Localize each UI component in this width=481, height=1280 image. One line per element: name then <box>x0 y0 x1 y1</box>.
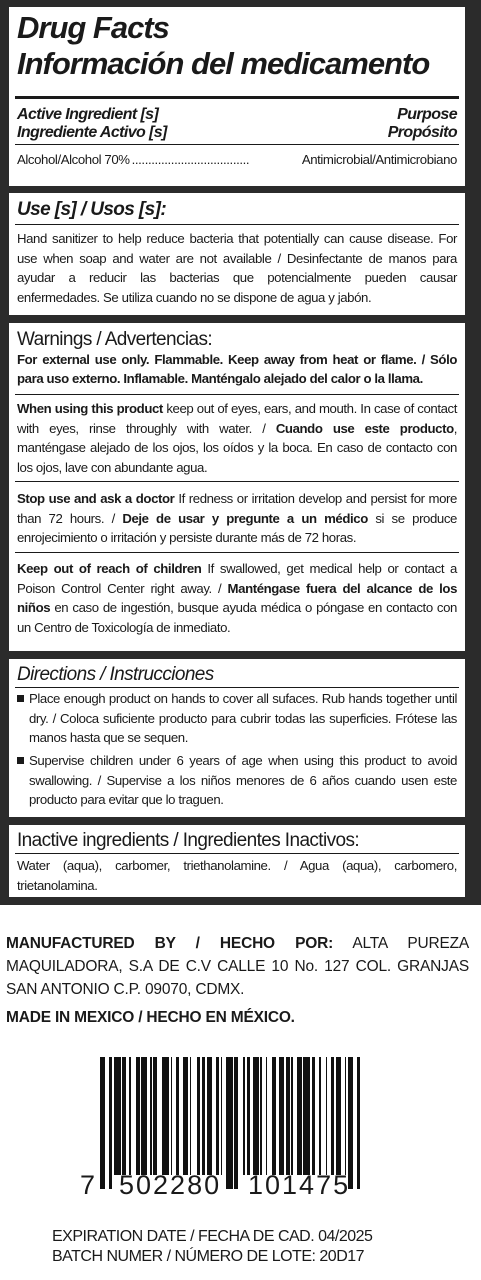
barcode-bar <box>291 1057 293 1175</box>
uses-text: Hand sanitizer to help reduce bacteria that potentially can cause disease. For use when soap and water are not available / Desinfectante de manos para ayudar a reducir las bacterias que potencialmente pueden causar enfermedades. Se utiliza cuando no se dispone de agua y jabón. <box>17 231 457 305</box>
title-line-2: Información del medicamento <box>17 46 430 81</box>
barcode-bar <box>153 1057 156 1175</box>
barcode-bar <box>253 1057 258 1175</box>
divider <box>15 144 459 145</box>
warnings-external-use: For external use only. Flammable. Keep away from heat or flame. / Sólo para uso externo. Inflamable. Manténgalo alejado del calor o la llama. <box>17 352 457 386</box>
barcode-bar <box>279 1057 284 1175</box>
barcode-bar <box>197 1057 200 1175</box>
stop-use-lead-es: Deje de usar y pregunte a un médico <box>122 510 368 526</box>
active-ingredient-row <box>17 151 457 169</box>
barcode-bar <box>260 1057 262 1175</box>
when-using-lead: When using this product <box>17 401 163 416</box>
uses-box <box>9 193 465 315</box>
manufacturer-address: ALTA PUREZA MAQUILADORA, S.A DE C.V CALLE 10 No. 127 COL. GRANJAS SAN ANTONIO C.P. 09070, CDMX. <box>6 935 469 998</box>
barcode-bar <box>286 1057 289 1175</box>
batch-number: BATCH NUMER / NÚMERO DE LOTE: 20D17 <box>52 1248 365 1265</box>
when-using-text-es: , manténgase alejado de los ojos, los oídos y la boca. En caso de contacto con los ojos, lave con abundante agua. <box>17 420 457 475</box>
drug-facts-header-box <box>9 7 465 186</box>
stop-use-text-es: si se produce enrojecimiento o irritación y persiste durante más de 72 horas. <box>17 510 457 545</box>
barcode-bar <box>266 1057 268 1175</box>
barcode-bar <box>162 1057 169 1175</box>
barcode-bar <box>234 1057 237 1189</box>
barcode-bar <box>357 1057 360 1189</box>
barcode-bar <box>136 1057 139 1175</box>
divider <box>15 481 459 482</box>
warnings-header: Warnings / Advertencias: <box>17 329 213 350</box>
keep-out-text: If swallowed, get medical help or contact a Poison Control Center right away. / <box>17 561 457 596</box>
barcode-bar <box>226 1057 233 1189</box>
active-ingredient-header: Active Ingredient [s] <box>17 106 159 123</box>
leader-dots: .................................... <box>131 152 250 167</box>
directions-header: Directions / Instrucciones <box>17 664 214 685</box>
barcode-digits-group-1: 502280 <box>119 1170 222 1200</box>
barcode-bar <box>221 1057 223 1175</box>
divider <box>15 224 459 225</box>
keep-out-lead-es: Manténgase fuera del alcance de los niños <box>17 580 458 615</box>
expiration-date: EXPIRATION DATE / FECHA DE CAD. 04/2025 <box>52 1228 373 1245</box>
purpose-header: Purpose <box>397 106 457 123</box>
stop-use-text: If redness or irritation develop and persist for more than 72 hours. / <box>17 491 457 526</box>
directions-item <box>17 689 457 748</box>
keep-out-lead: Keep out of reach of children <box>17 561 202 576</box>
barcode-bar <box>100 1057 105 1189</box>
barcode-digit-first: 7 <box>80 1170 98 1200</box>
warnings-keep-out-of-reach <box>17 559 457 637</box>
stop-use-lead: Stop use and ask a doctor <box>17 491 175 506</box>
barcode-bar <box>331 1057 334 1175</box>
divider <box>15 687 459 688</box>
barcode-bar <box>122 1057 125 1175</box>
barcode-bar <box>319 1057 321 1175</box>
barcode-bar <box>150 1057 152 1175</box>
barcode-bar <box>303 1057 310 1175</box>
active-ingredient-header-es: Ingrediente Activo [s] <box>17 124 167 141</box>
barcode-bar <box>190 1057 192 1175</box>
keep-out-text-es: en caso de ingestión, busque ayuda médica o póngase en contacto con un Centro de Toxicología de inmediato. <box>17 600 457 635</box>
divider <box>15 853 459 854</box>
barcode-bar <box>129 1057 131 1175</box>
inactive-ingredients-box <box>9 825 465 897</box>
barcode-bar <box>202 1057 205 1175</box>
title-line-1: Drug Facts <box>17 10 169 45</box>
barcode-bar <box>176 1057 179 1175</box>
barcode-bar <box>171 1057 173 1175</box>
directions-box <box>9 659 465 817</box>
warnings-when-using <box>17 399 457 477</box>
divider <box>15 394 459 395</box>
barcode-bar <box>109 1057 112 1189</box>
purpose-header-es: Propósito <box>387 124 457 141</box>
when-using-lead-es: Cuando use este producto <box>275 420 454 436</box>
barcode-bar <box>114 1057 121 1175</box>
barcode-bar <box>216 1057 219 1175</box>
barcode-bar <box>247 1057 250 1175</box>
warnings-box <box>9 323 465 651</box>
divider <box>15 552 459 553</box>
uses-header: Use [s] / Usos [s]: <box>17 199 167 220</box>
barcode-bar <box>243 1057 245 1175</box>
divider <box>15 96 459 99</box>
directions-item-text: Supervise children under 6 years of age when using this product to avoid swallowing. / Supervise a los niños menores de 6 años cuando usen este producto para evitar que lo traguen. <box>29 753 457 807</box>
barcode-digits-group-2: 101475 <box>248 1170 351 1200</box>
bullet-icon <box>17 757 24 764</box>
barcode-bar <box>345 1057 347 1175</box>
inactive-ingredients-header: Inactive ingredients / Ingredientes Inactivos: <box>17 830 360 851</box>
when-using-text: keep out of eyes, ears, and mouth. In case of contact with eyes, rinse throughly with water. / <box>17 401 457 436</box>
barcode-bar <box>141 1057 146 1175</box>
directions-item-text: Place enough product on hands to cover all sufaces. Rub hands together until dry. / Coloca suficiente producto para cubrir todas las superficies. Frótese las manos hasta que se sequen. <box>29 691 457 745</box>
inactive-ingredients-text: Water (aqua), carbomer, triethanolamine. / Agua (aqua), carbomero, trietanolamina. <box>17 858 457 893</box>
barcode-bar <box>183 1057 188 1175</box>
bullet-icon <box>17 695 24 702</box>
barcode-bar <box>297 1057 302 1175</box>
barcode-bar <box>272 1057 275 1175</box>
made-in: MADE IN MEXICO / HECHO EN MÉXICO. <box>6 1009 295 1026</box>
barcode-bar <box>312 1057 315 1175</box>
warnings-stop-use <box>17 489 457 548</box>
barcode-bar <box>336 1057 341 1175</box>
manufacturer-lead: MANUFACTURED BY / HECHO POR: <box>6 935 334 952</box>
barcode <box>100 1057 362 1175</box>
active-ingredient-name: Alcohol/Alcohol 70% <box>17 152 130 167</box>
barcode-bar <box>207 1057 212 1175</box>
active-ingredient-purpose: Antimicrobial/Antimicrobiano <box>301 152 457 167</box>
manufacturer-info <box>6 932 469 1001</box>
directions-item <box>17 751 457 810</box>
barcode-bar <box>326 1057 328 1175</box>
